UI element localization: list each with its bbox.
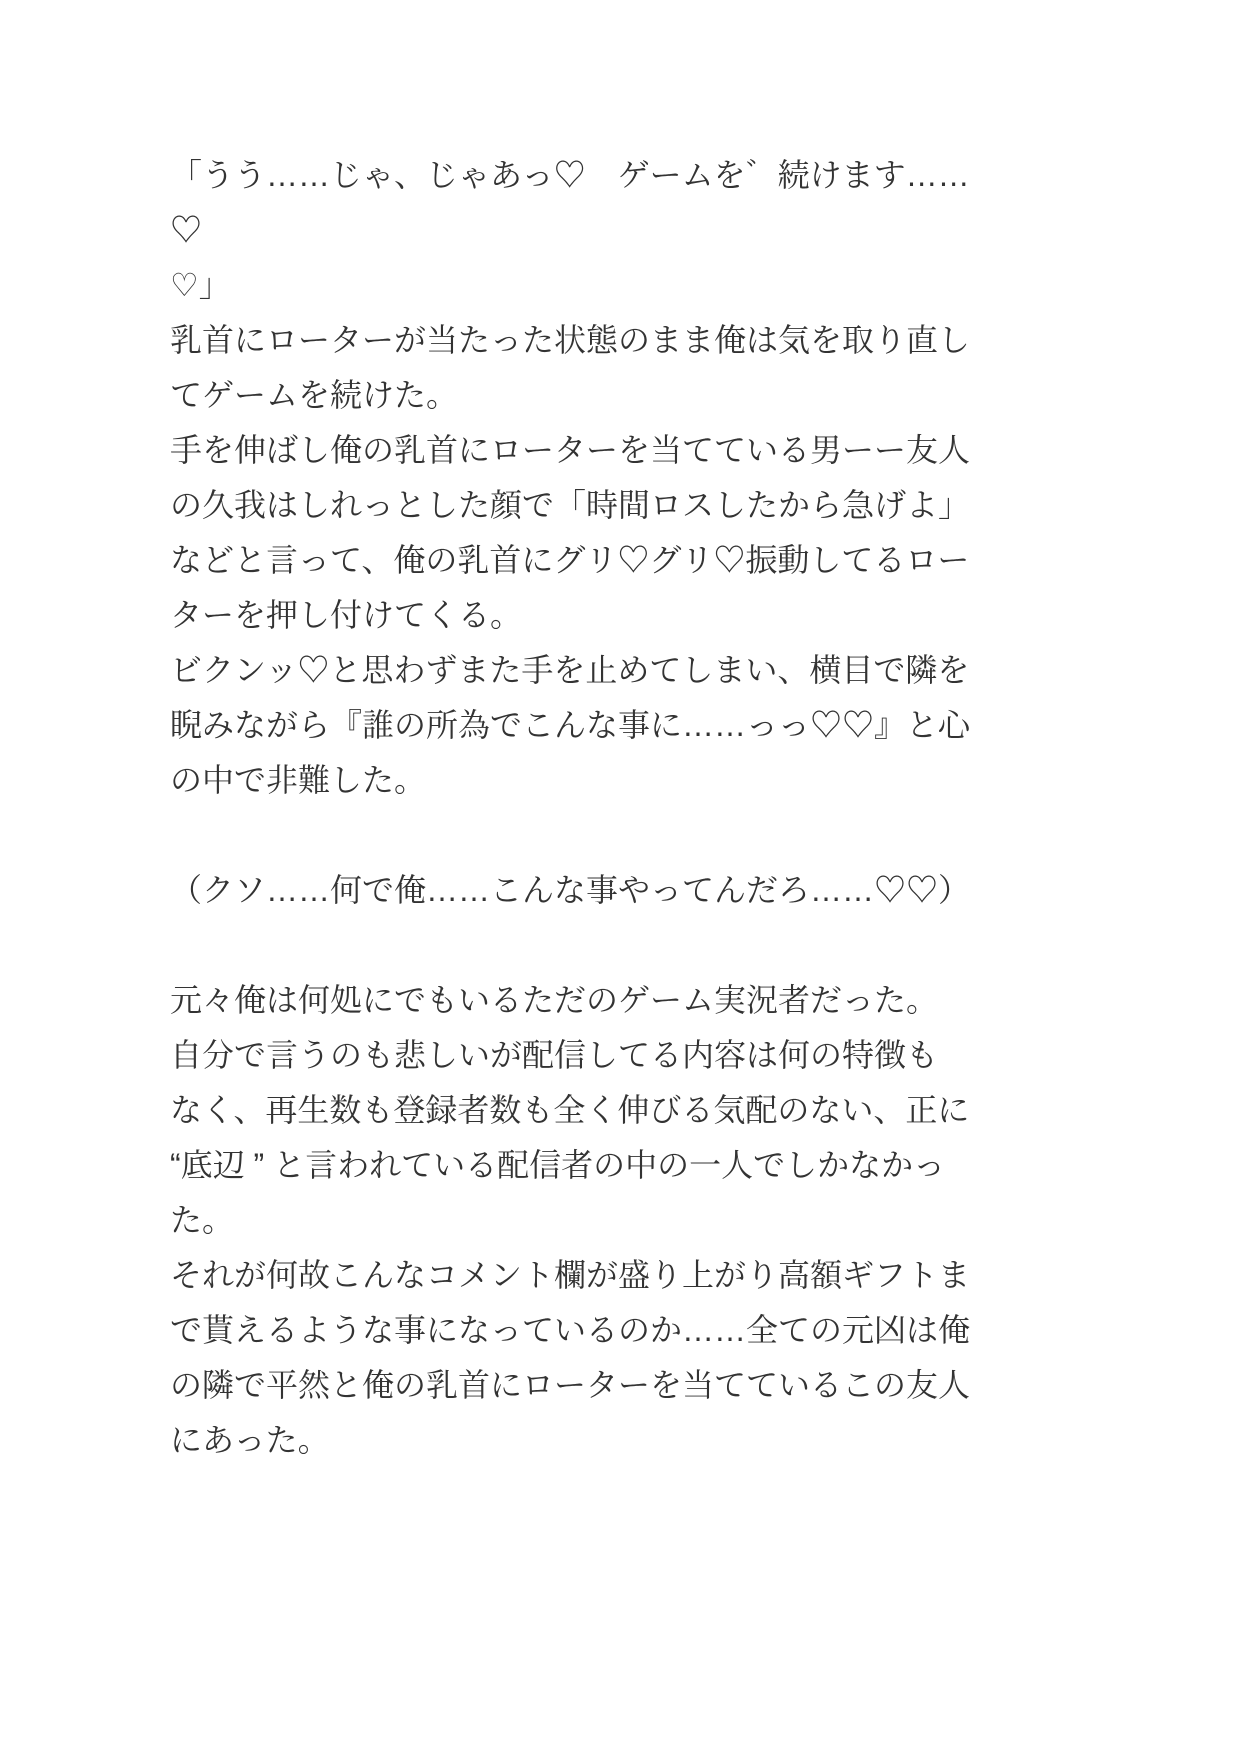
- text-line: にあった。: [170, 1422, 330, 1458]
- blank-line: [170, 808, 1000, 863]
- text-line: “底辺 ” と言われている配信者の中の一人でしかなかっ: [170, 1147, 946, 1183]
- text-line: ターを押し付けてくる。: [170, 597, 523, 633]
- text-line: 自分で言うのも悲しいが配信してる内容は何の特徴も: [170, 1037, 939, 1073]
- blank-line: [170, 918, 1000, 973]
- text-line: 乳首にローターが当たった状態のまま俺は気を取り直し: [170, 322, 971, 358]
- text-line: の中で非難した。: [170, 762, 427, 798]
- text-line: ♡」: [170, 267, 231, 303]
- novel-text-block: [170, 148, 1000, 1468]
- text-line: の久我はしれっとした顔で「時間ロスしたから急げよ」: [170, 487, 971, 523]
- text-line: などと言って、俺の乳首にグリ♡グリ♡振動してるロー: [170, 542, 970, 578]
- text-line: 「うう……じゃ、じゃあっ♡ ゲームを゛続けます……♡: [170, 157, 970, 248]
- text-line: 睨みながら『誰の所為でこんな事に……っっ♡♡』と心: [170, 707, 971, 743]
- text-line: なく、再生数も登録者数も全く伸びる気配のない、正に: [170, 1092, 970, 1128]
- text-line: それが何故こんなコメント欄が盛り上がり高額ギフトま: [170, 1257, 971, 1293]
- text-line: 元々俺は何処にでもいるただのゲーム実況者だった。: [170, 982, 939, 1018]
- text-line: ビクンッ♡と思わずまた手を止めてしまい、横目で隣を: [170, 652, 970, 688]
- text-line: （クソ……何で俺……こんな事やってんだろ……♡♡）: [170, 872, 971, 908]
- text-line: た。: [170, 1202, 235, 1238]
- text-line: で貰えるような事になっているのか……全ての元凶は俺: [170, 1312, 971, 1348]
- text-line: 手を伸ばし俺の乳首にローターを当てている男ーー友人: [170, 432, 971, 468]
- text-line: てゲームを続けた。: [170, 377, 459, 413]
- text-line: の隣で平然と俺の乳首にローターを当てているこの友人: [170, 1367, 971, 1403]
